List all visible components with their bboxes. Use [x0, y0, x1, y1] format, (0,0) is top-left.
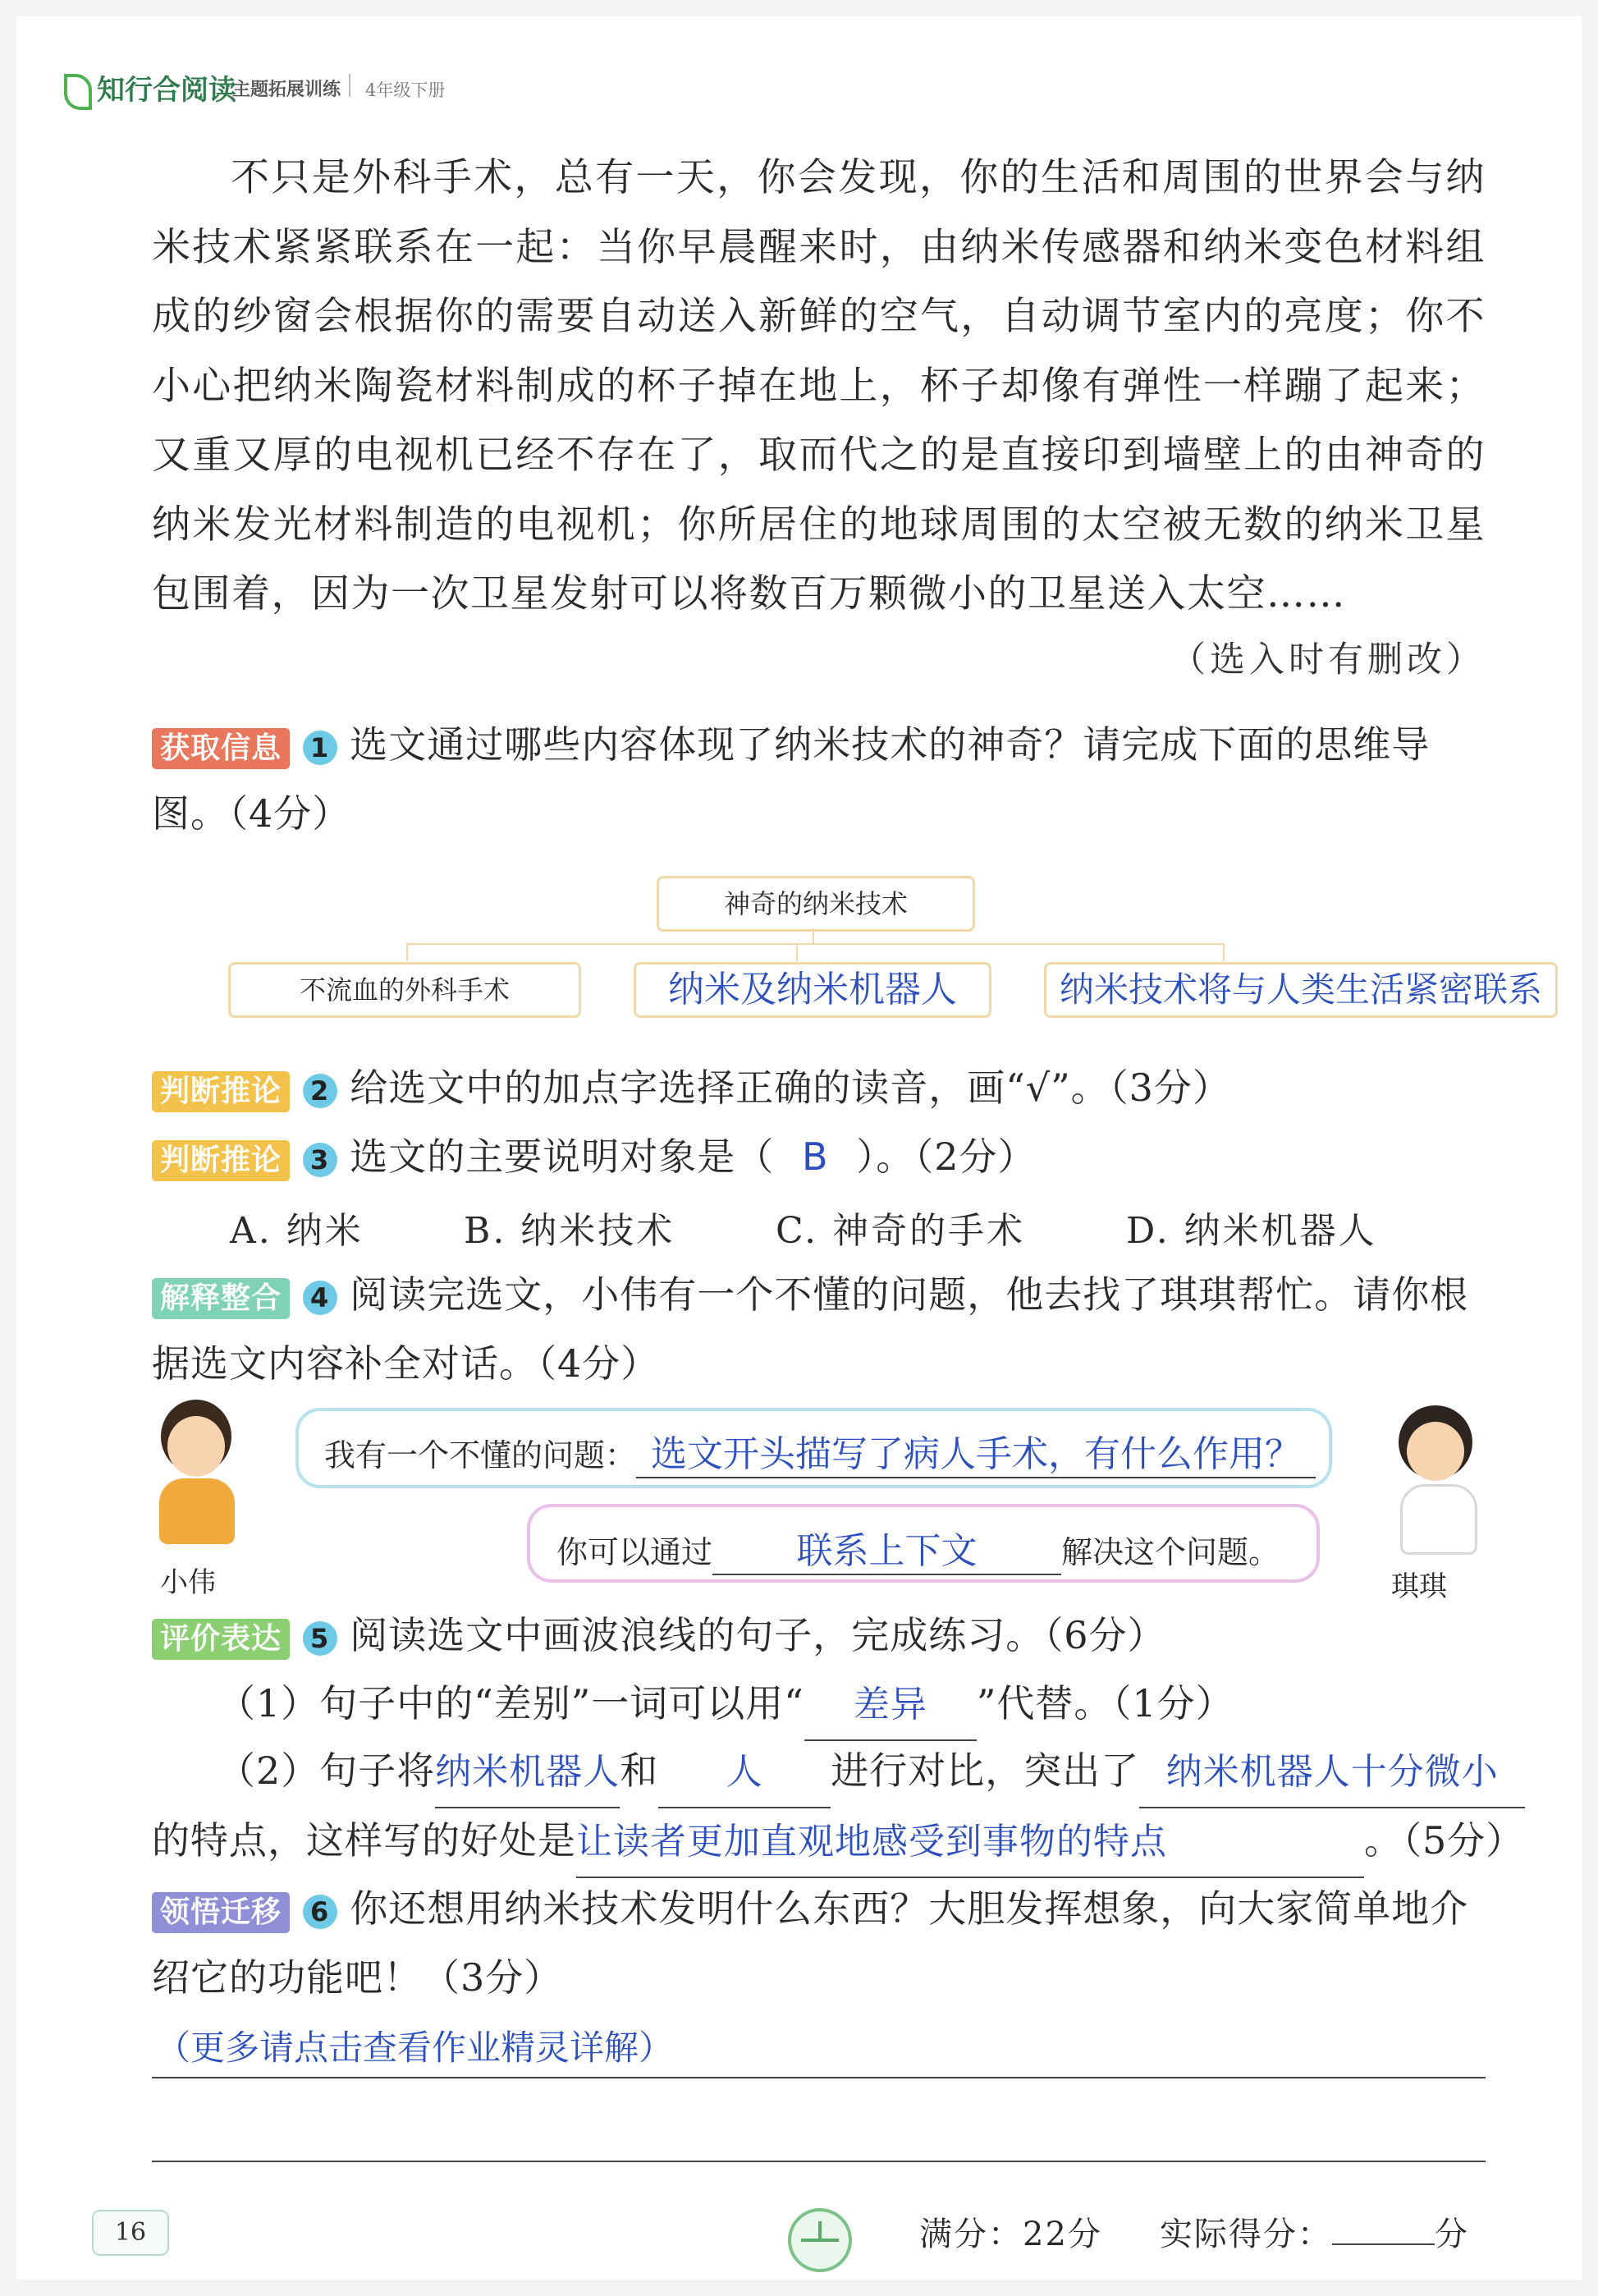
- mindmap-branch-3: 纳米技术将与人类生活紧密联系: [1044, 962, 1558, 1018]
- option-d: D. 纳米机器人: [1126, 1210, 1377, 1252]
- bubble-2-answer: 联系上下文: [712, 1521, 1061, 1575]
- part-2-answer-3: 纳米机器人十分微小: [1139, 1738, 1525, 1808]
- girl-face: [1407, 1422, 1464, 1481]
- part-2-text: 和: [620, 1748, 659, 1793]
- question-number: 2: [303, 1074, 337, 1108]
- question-5-part-1: [217, 1669, 1234, 1741]
- tag-integrate: 解释整合: [152, 1278, 290, 1319]
- bubble-1-prefix: 我有一个不懂的问题：: [324, 1437, 637, 1473]
- clock-hand: [801, 2239, 839, 2242]
- page-number: 16: [92, 2210, 169, 2256]
- full-score: 满分：22分: [919, 2216, 1102, 2253]
- mindmap-connector: [796, 943, 798, 961]
- question-text: 给选文中的加点字选择正确的读音，画“√”。（3分）: [350, 1066, 1231, 1110]
- question-6-answer: （更多请点击查看作业精灵详解）: [156, 2028, 674, 2068]
- score-unit: 分: [1434, 2216, 1469, 2253]
- part-2-answer-1: 纳米机器人: [435, 1738, 620, 1808]
- boy-name: 小伟: [160, 1566, 216, 1599]
- tag-transfer: 领悟迁移: [152, 1892, 290, 1933]
- passage-paragraph: 不只是外科手术，总有一天，你会发现，你的生活和周围的世界会与纳米技术紧紧联系在一起：当你早晨醒来时，由纳米传感器和纳米变色材料组成的纱窗会根据你的需要自动送入新鲜的空气，自动调节室内的亮度；你不小心把纳米陶瓷材料制成的杯子掉在地上，杯子却像有弹性一样蹦了起来；又重又厚的电视机已经不存在了，取而代之的是直接印到墙壁上的由神奇的纳米发光材料制造的电视机；你所居住的地球周围的太空被无数的纳米卫星包围着，因为一次卫星发射可以将数百万颗微小的卫星送入太空……: [152, 155, 1486, 616]
- bubble-2-line: [556, 1521, 1280, 1575]
- answer-line-1: [152, 2077, 1486, 2078]
- tag-get-info: 获取信息: [152, 728, 290, 769]
- mindmap-root: 神奇的纳米技术: [657, 876, 975, 932]
- answer-line-2: [152, 2161, 1486, 2162]
- question-number: 3: [303, 1143, 337, 1177]
- clock-icon: [788, 2208, 852, 2272]
- passage-text: [152, 144, 1486, 630]
- leaf-icon: [64, 74, 92, 110]
- question-5-part-2: [217, 1736, 1525, 1808]
- part-1-text-end: ”代替。（1分）: [976, 1681, 1234, 1725]
- part-2-text: 进行对比，突出了: [831, 1748, 1140, 1793]
- passage-source: （选入时有删改）: [1170, 639, 1486, 681]
- header-series: 主题拓展训练: [232, 79, 341, 100]
- bubble-1-line: [324, 1424, 1316, 1478]
- boy-illustration: [148, 1400, 246, 1547]
- mindmap-connector: [406, 943, 408, 961]
- score-area: [919, 2208, 1469, 2255]
- question-number: 1: [303, 731, 337, 765]
- mindmap-branch-2: 纳米及纳米机器人: [634, 962, 991, 1018]
- mindmap-connector: [813, 928, 814, 943]
- mindmap-connector: [1223, 943, 1225, 961]
- answer-choice: B: [801, 1134, 829, 1179]
- question-5: [152, 1601, 1166, 1670]
- question-text: 你还想用纳米技术发明什么东西？大胆发挥想象，向大家简单地介绍它的功能吧！（3分）: [152, 1886, 1469, 2000]
- boy-face: [167, 1416, 225, 1477]
- question-text: 选文的主要说明对象是（: [350, 1134, 775, 1179]
- logo-text: 知行合阅读: [97, 74, 236, 107]
- header-divider: [349, 74, 350, 97]
- question-1: [152, 710, 1486, 848]
- bubble-2-suffix: 解决这个问题。: [1061, 1534, 1280, 1570]
- question-text: 选文通过哪些内容体现了纳米技术的神奇？请完成下面的思维导图。（4分）: [152, 722, 1431, 836]
- actual-score-blank[interactable]: [1332, 2243, 1435, 2245]
- question-number: 6: [303, 1895, 337, 1929]
- part-2-text-end: 。（5分）: [1364, 1818, 1525, 1863]
- girl-shirt: [1400, 1484, 1477, 1555]
- tag-judge: 判断推论: [152, 1140, 290, 1181]
- question-6: [152, 1874, 1486, 2012]
- question-4: [152, 1260, 1486, 1398]
- question-3: [152, 1122, 1037, 1191]
- part-2-text: （2）句子将: [217, 1748, 436, 1793]
- tag-evaluate: 评价表达: [152, 1619, 290, 1660]
- header-logo: [64, 67, 236, 110]
- question-text-end: ）。（2分）: [856, 1134, 1037, 1179]
- part-2-answer-2: 人: [658, 1738, 831, 1808]
- part-1-answer: 差异: [804, 1670, 977, 1741]
- bubble-1-answer: 选文开头描写了病人手术，有什么作用？: [636, 1424, 1316, 1478]
- question-text: 阅读完选文，小伟有一个不懂的问题，他去找了琪琪帮忙。请你根据选文内容补全对话。（4分）: [152, 1272, 1469, 1386]
- header-grade: 4年级下册: [365, 80, 446, 100]
- question-number: 5: [303, 1621, 337, 1656]
- boy-shirt: [159, 1478, 235, 1544]
- option-a: A. 纳米: [230, 1210, 364, 1252]
- question-text: 阅读选文中画波浪线的句子，完成练习。（6分）: [350, 1613, 1166, 1657]
- part-2-answer-4: 让读者更加直观地感受到事物的特点: [576, 1808, 1364, 1878]
- girl-illustration: [1387, 1405, 1486, 1553]
- part-1-text: （1）句子中的“差别”一词可以用“: [217, 1681, 804, 1725]
- question-number: 4: [303, 1281, 337, 1315]
- tag-judge: 判断推论: [152, 1071, 290, 1112]
- question-2: [152, 1053, 1231, 1122]
- girl-name: 琪琪: [1391, 1570, 1447, 1603]
- bubble-2-prefix: 你可以通过: [556, 1534, 713, 1570]
- part-2-text: 的特点，这样写的好处是: [152, 1818, 576, 1863]
- option-b: B. 纳米技术: [464, 1210, 675, 1252]
- mindmap-branch-1: 不流血的外科手术: [228, 962, 581, 1018]
- question-5-part-2-cont: [152, 1806, 1524, 1878]
- mindmap-connector: [406, 943, 1223, 945]
- option-c: C. 神奇的手术: [776, 1210, 1026, 1252]
- actual-score-label: 实际得分：: [1159, 2216, 1332, 2253]
